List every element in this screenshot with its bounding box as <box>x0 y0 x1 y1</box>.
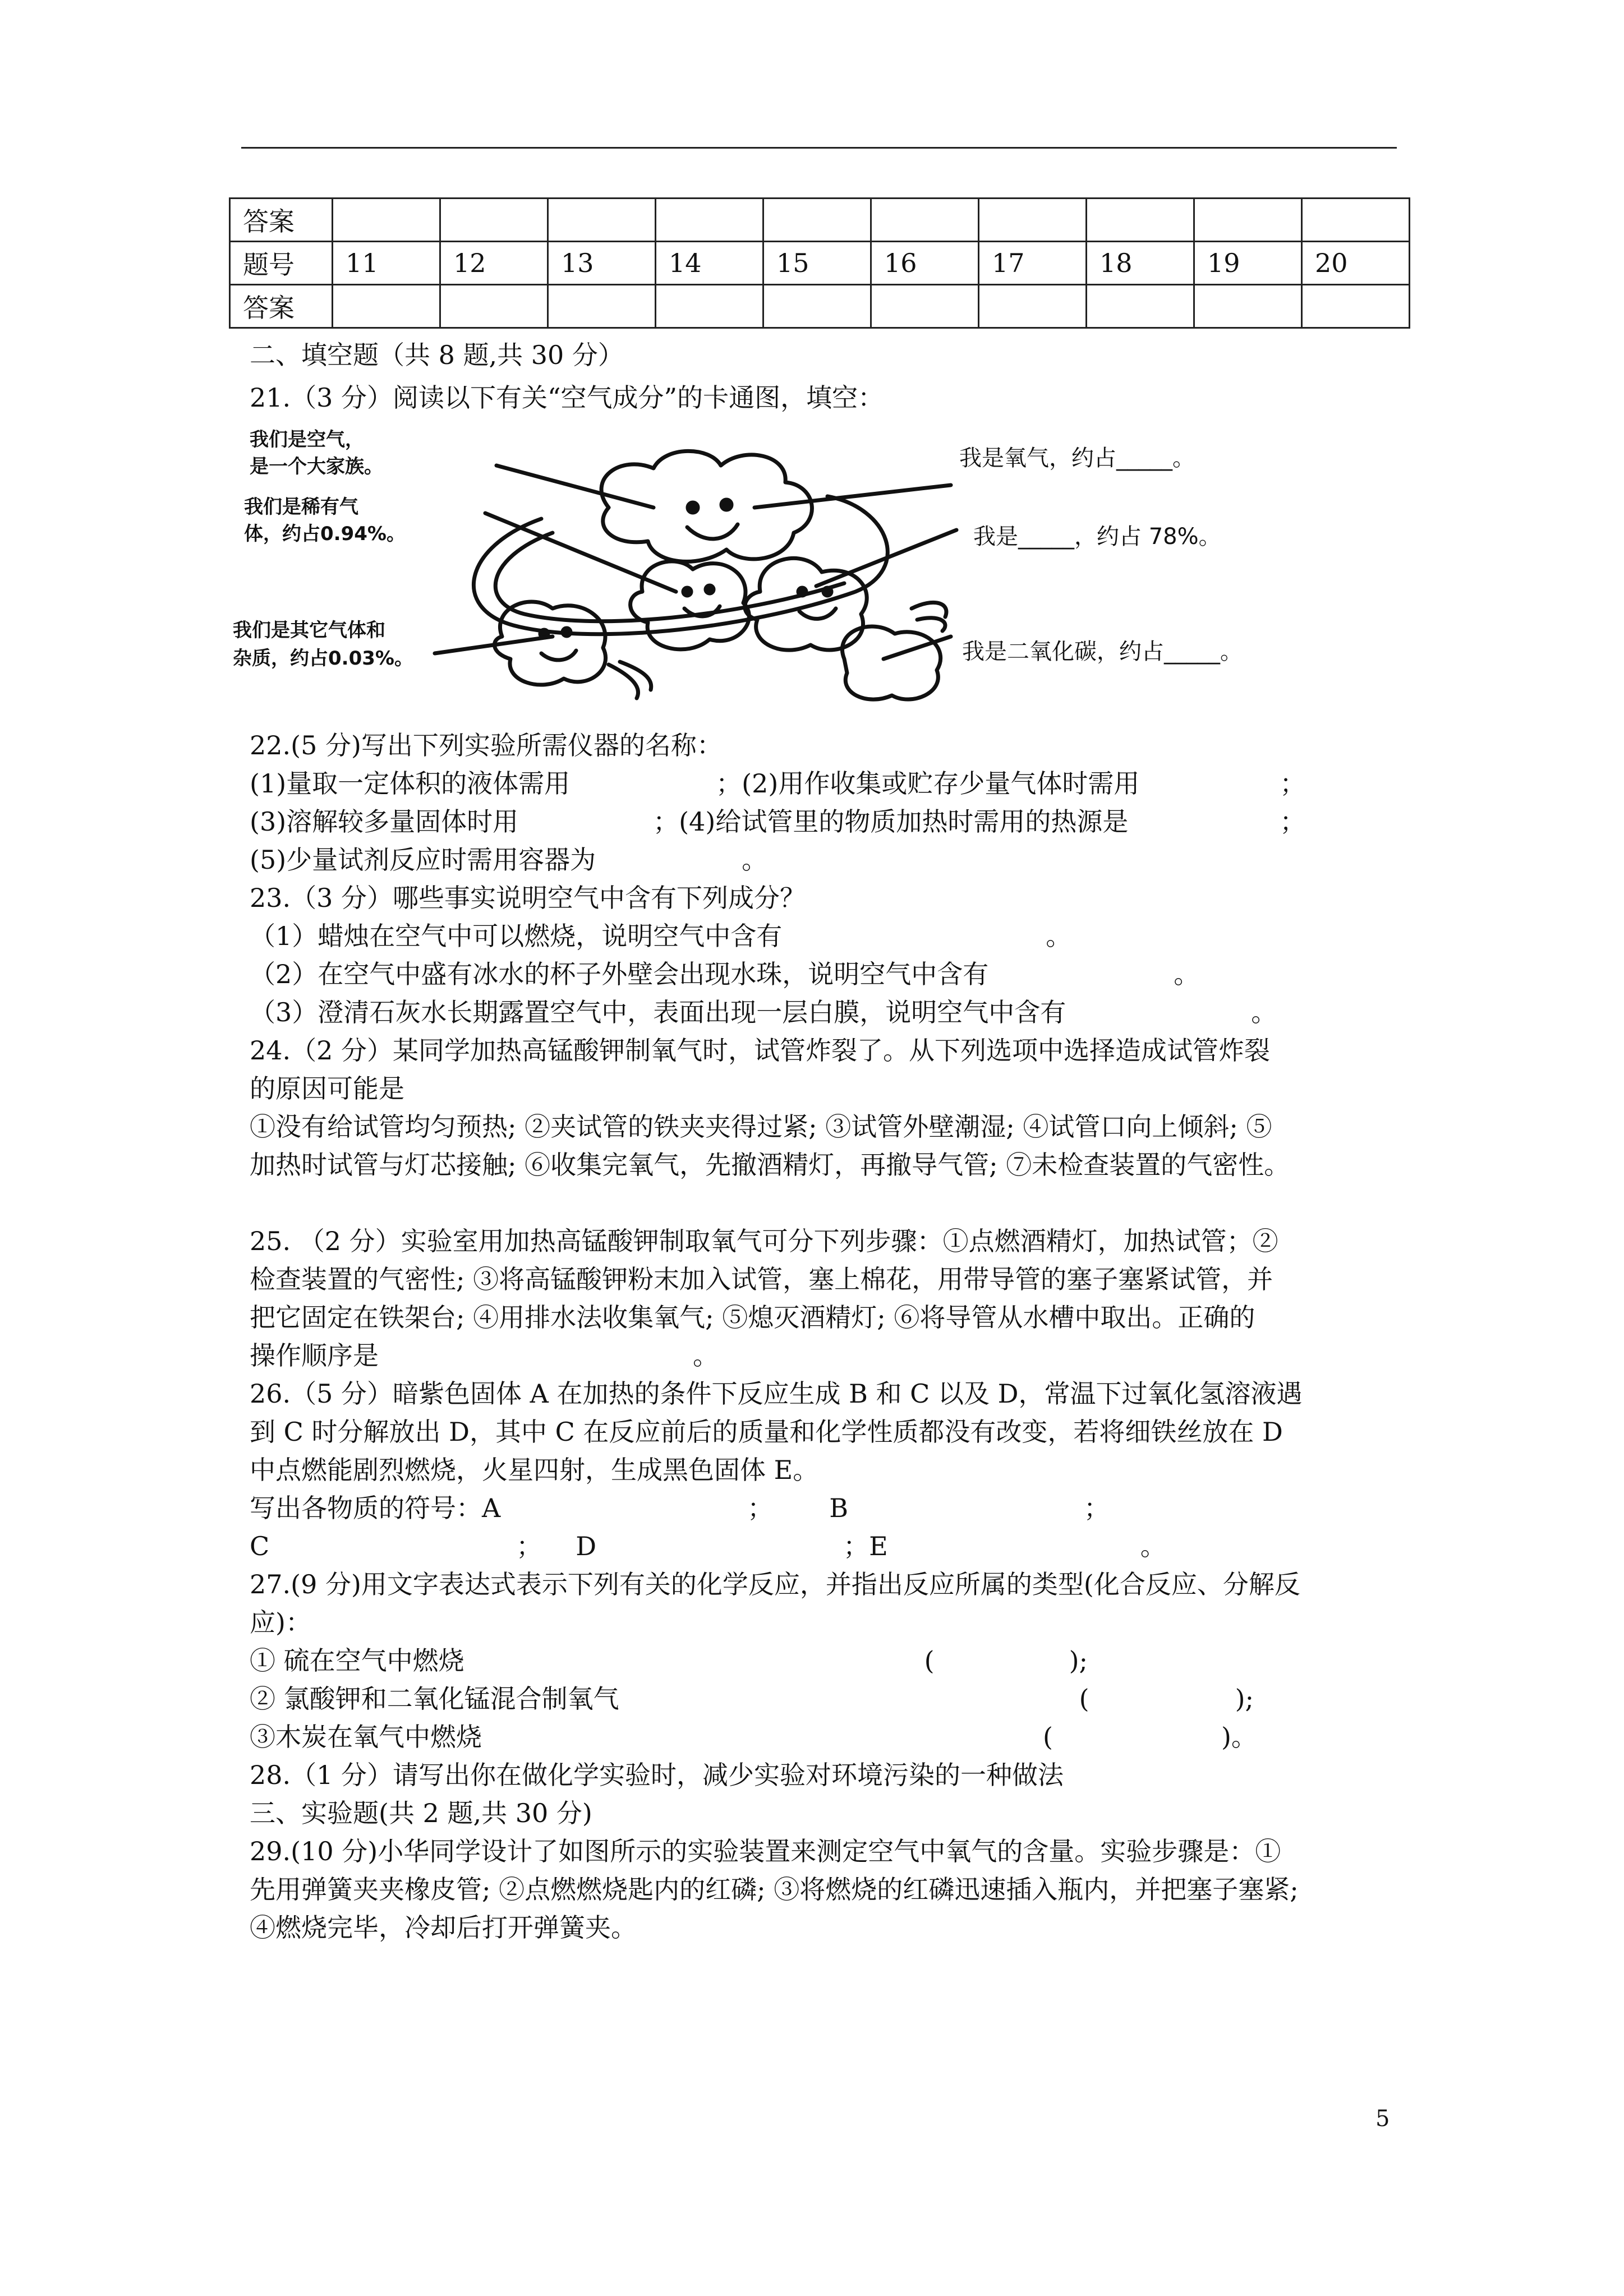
q22-part-4: (3)溶解较多量固体时用 <box>250 806 519 837</box>
q27-item-1 <box>250 1642 1088 1679</box>
number-label: 题号 <box>230 242 333 285</box>
q27-text: ( <box>924 1645 935 1676</box>
q21-stem: 21.（3 分）阅读以下有关“空气成分”的卡通图，填空： <box>250 382 884 413</box>
q25-line-4 <box>250 1337 719 1374</box>
question-number: 18 <box>1087 242 1194 285</box>
q23-text: 。 <box>1251 997 1277 1027</box>
answer-cell[interactable] <box>333 199 440 242</box>
q26-line-2: 到 C 时分解放出 D，其中 C 在反应前后的质量和化学性质都没有改变，若将细铁丝放在 D <box>250 1417 1283 1447</box>
air-composition-cartoon <box>233 423 1315 709</box>
q27-text: ③木炭在氧气中燃烧 <box>250 1722 482 1752</box>
q27-item-3 <box>250 1718 1257 1755</box>
q25-text: 。 <box>693 1340 719 1371</box>
q27-line-2: 应)： <box>250 1607 311 1638</box>
q26-text: ； <box>747 1493 774 1523</box>
q25-line-1: 25. （2 分）实验室用加热高锰酸钾制取氧气可分下列步骤：①点燃酒精灯，加热试管；② <box>250 1226 1278 1256</box>
q25-line-2: 检查装置的气密性; ③将高锰酸钾粉末加入试管，塞上棉花，用带导管的塞子塞紧试管，并 <box>250 1264 1273 1294</box>
answer-cell[interactable] <box>440 285 548 328</box>
q28-text: 28.（1 分）请写出你在做化学实验时，减少实验对环境污染的一种做法 <box>250 1760 1064 1790</box>
q26-text: 写出各物质的符号：A <box>250 1493 501 1523</box>
cartoon-text: 我们是其它气体和 <box>233 619 385 642</box>
page-number: 5 <box>1375 2106 1390 2132</box>
cartoon-nitrogen-text: 我是_____，约占 78%。 <box>973 524 1221 550</box>
q22-line-2 <box>250 803 1305 840</box>
q23-text: 。 <box>1174 959 1200 989</box>
cartoon-text: 杂质，约占0.03%。 <box>233 647 413 670</box>
q26-line-3: 中点燃能剧烈燃烧，火星四射，生成黑色固体 E。 <box>250 1455 819 1485</box>
q25-line-3: 把它固定在铁架台; ④用排水法收集氧气; ⑤熄灭酒精灯; ⑥将导管从水槽中取出。正确的 <box>250 1302 1255 1333</box>
answer-cell[interactable] <box>1087 199 1194 242</box>
q22-line-3 <box>250 841 767 878</box>
table-row <box>230 285 1410 328</box>
q22-stem: 22.(5 分)写出下列实验所需仪器的名称： <box>250 730 723 760</box>
answer-label: 答案 <box>230 285 333 328</box>
q22-part-3: ； <box>1280 768 1306 799</box>
q22-part-5: ；(4)给试管里的物质加热时需用的热源是 <box>653 806 1129 837</box>
question-number: 20 <box>1302 242 1410 285</box>
q29-line-1: 29.(10 分)小华同学设计了如图所示的实验装置来测定空气中氧气的含量。实验步骤是：① <box>250 1836 1281 1866</box>
question-number: 17 <box>979 242 1087 285</box>
question-number: 11 <box>333 242 440 285</box>
q23-text: （2）在空气中盛有冰水的杯子外壁会出现水珠，说明空气中含有 <box>250 959 989 989</box>
q26-line-1: 26.（5 分）暗紫色固体 A 在加热的条件下反应生成 B 和 C 以及 D，常温下过氧化氢溶液遇 <box>250 1378 1303 1409</box>
q23-stem: 23.（3 分）哪些事实说明空气中含有下列成分？ <box>250 883 806 913</box>
cartoon-co2-text: 我是二氧化碳，约占_____。 <box>962 639 1243 665</box>
answer-cell[interactable] <box>763 285 871 328</box>
question-number: 15 <box>763 242 871 285</box>
q27-item-2 <box>250 1680 1254 1717</box>
q27-text: )。 <box>1221 1722 1257 1752</box>
q26-text: ；E <box>843 1531 888 1561</box>
answer-table <box>229 197 1410 329</box>
cartoon-text: 是一个大家族。 <box>250 455 383 478</box>
question-number: 12 <box>440 242 548 285</box>
q27-text: ( <box>1079 1684 1089 1714</box>
q26-text: ； <box>1084 1493 1110 1523</box>
q29-line-2: 先用弹簧夹夹橡皮管; ②点燃燃烧匙内的红磷; ③将燃烧的红磷迅速插入瓶内，并把塞子塞紧; <box>250 1874 1299 1905</box>
q24-line-1: 24.（2 分）某同学加热高锰酸钾制氧气时，试管炸裂了。从下列选项中选择造成试管炸裂 <box>250 1035 1271 1066</box>
q27-text: ); <box>1235 1684 1254 1714</box>
answer-cell[interactable] <box>656 199 763 242</box>
q23-line-2 <box>250 956 1199 993</box>
answer-cell[interactable] <box>548 199 656 242</box>
table-row <box>230 199 1410 242</box>
answer-cell[interactable] <box>440 199 548 242</box>
q26-text: ； <box>516 1531 542 1561</box>
q27-line-1: 27.(9 分)用文字表达式表示下列有关的化学反应，并指出反应所属的类型(化合反应、分解反 <box>250 1569 1300 1599</box>
q26-line-5 <box>250 1528 1166 1565</box>
answer-cell[interactable] <box>1302 199 1410 242</box>
answer-cell[interactable] <box>979 199 1087 242</box>
q25-text: 操作顺序是 <box>250 1340 379 1371</box>
q22-line-1 <box>250 765 1305 802</box>
answer-cell[interactable] <box>763 199 871 242</box>
table-row <box>230 242 1410 285</box>
q27-text: ① 硫在空气中燃烧 <box>250 1645 464 1676</box>
q26-text: C <box>250 1531 270 1561</box>
answer-cell[interactable] <box>1194 199 1302 242</box>
question-number: 16 <box>871 242 979 285</box>
answer-cell[interactable] <box>871 199 979 242</box>
q22-part-2: ；(2)用作收集或贮存少量气体时需用 <box>716 768 1140 799</box>
answer-cell[interactable] <box>333 285 440 328</box>
q27-text: ( <box>1043 1722 1053 1752</box>
answer-cell[interactable] <box>979 285 1087 328</box>
cartoon-text: 体，约占0.94%。 <box>244 523 406 545</box>
answer-cell[interactable] <box>1194 285 1302 328</box>
q22-part-1: (1)量取一定体积的液体需用 <box>250 768 571 799</box>
q26-text: D <box>576 1531 597 1561</box>
q27-text: ); <box>1069 1645 1088 1676</box>
q27-text: ② 氯酸钾和二氧化锰混合制氧气 <box>250 1684 619 1714</box>
section-2-title: 二、填空题（共 8 题,共 30 分） <box>250 340 624 370</box>
answer-cell[interactable] <box>1302 285 1410 328</box>
q26-text: 。 <box>1140 1531 1166 1561</box>
q23-text: 。 <box>1046 921 1072 951</box>
q24-line-4: 加热时试管与灯芯接触; ⑥收集完氧气，先撤酒精灯，再撤导气管; ⑦未检查装置的气密性。 <box>250 1150 1290 1180</box>
q22-part-8: 。 <box>742 845 768 875</box>
answer-cell[interactable] <box>656 285 763 328</box>
q23-line-1 <box>250 918 1071 955</box>
section-3-title: 三、实验题(共 2 题,共 30 分) <box>250 1798 592 1828</box>
header-rule <box>241 147 1397 149</box>
question-number: 13 <box>548 242 656 285</box>
q29-line-3: ④燃烧完毕，冷却后打开弹簧夹。 <box>250 1912 637 1943</box>
answer-cell[interactable] <box>548 285 656 328</box>
q24-line-2: 的原因可能是 <box>250 1073 404 1104</box>
q23-text: （1）蜡烛在空气中可以燃烧，说明空气中含有 <box>250 921 783 951</box>
cartoon-text: 我们是空气， <box>250 428 364 451</box>
q26-line-4 <box>250 1490 1110 1527</box>
answer-label: 答案 <box>230 199 333 242</box>
answer-cell[interactable] <box>871 285 979 328</box>
answer-cell[interactable] <box>1087 285 1194 328</box>
q26-text: B <box>829 1493 849 1523</box>
question-number: 14 <box>656 242 763 285</box>
q24-line-3: ①没有给试管均匀预热; ②夹试管的铁夹夹得过紧; ③试管外壁潮湿; ④试管口向上倾斜; ⑤ <box>250 1112 1272 1142</box>
q23-text: （3）澄清石灰水长期露置空气中，表面出现一层白膜，说明空气中含有 <box>250 997 1066 1027</box>
question-number: 19 <box>1194 242 1302 285</box>
q22-part-7: (5)少量试剂反应时需用容器为 <box>250 845 596 875</box>
cartoon-oxygen-text: 我是氧气，约占_____。 <box>959 445 1195 471</box>
cartoon-text: 我们是稀有气 <box>244 496 358 518</box>
q22-part-6: ； <box>1280 806 1306 837</box>
q23-line-3 <box>250 994 1277 1031</box>
